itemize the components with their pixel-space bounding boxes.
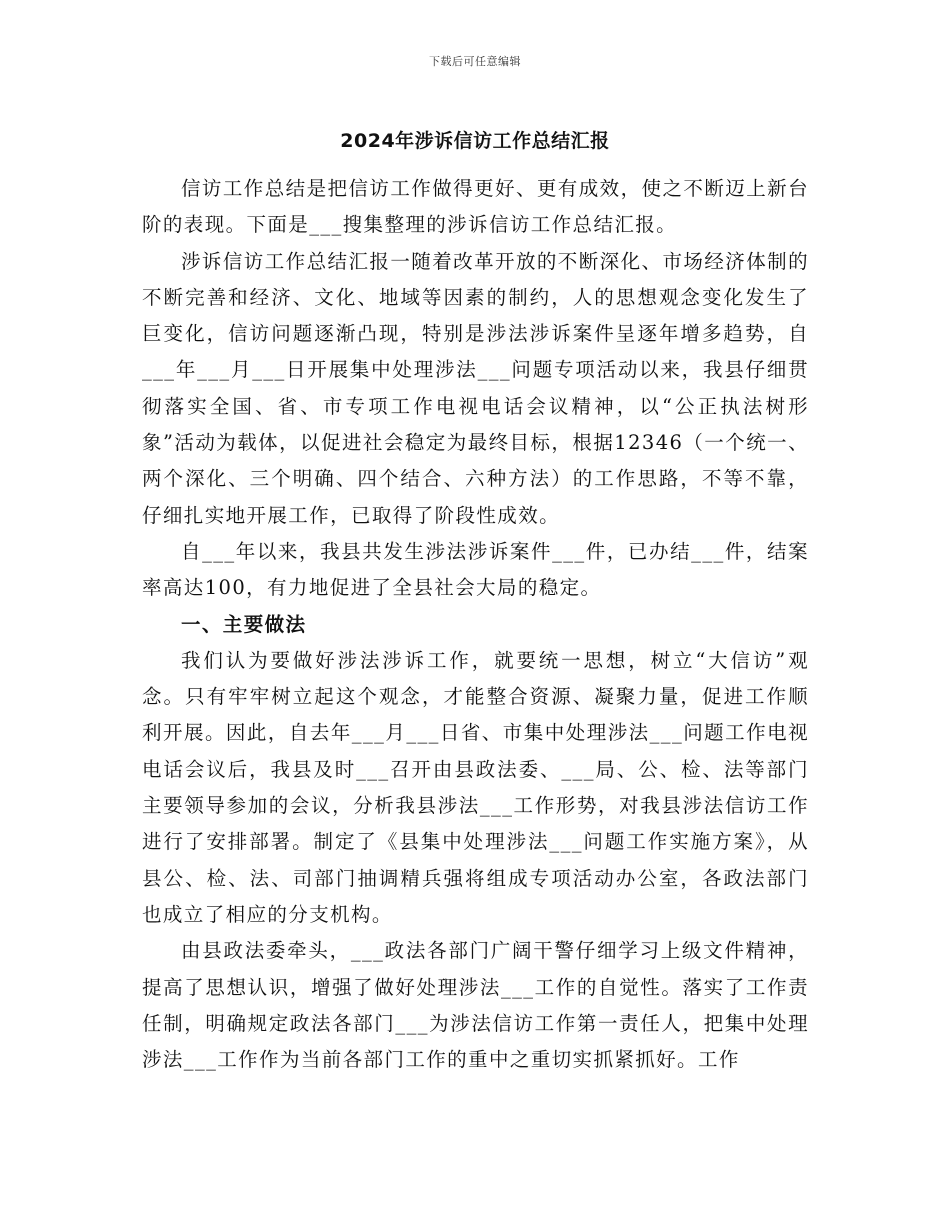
document-body (142, 171, 809, 1078)
paragraph-practice-2: 由县政法委牵头，___政法各部门广阔干警仔细学习上级文件精神，提高了思想认识，增强了做好处理涉法___工作的自觉性。落实了工作责任制，明确规定政法各部门___为涉法信访工作第一责任人，把集中处理涉法___工作作为当前各部门工作的重中之重切实抓紧抓好。工作 (142, 939, 809, 1072)
section-heading-main-practices: 一、主要做法 (181, 612, 307, 636)
header-note: 下载后可任意编辑 (429, 55, 521, 68)
paragraph-statistics: 自___年以来，我县共发生涉法涉诉案件___件，已办结___件，结案率高达100，有力地促进了全县社会大局的稳定。 (142, 539, 809, 600)
paragraph-summary: 涉诉信访工作总结汇报一随着改革开放的不断深化、市场经济体制的不断完善和经济、文化、地域等因素的制约，人的思想观念变化发生了巨变化，信访问题逐渐凸现，特别是涉法涉诉案件呈逐年增多趋势，自___年___月___日开展集中处理涉法___问题专项活动以来，我县仔细贯彻落实全国、省、市专项工作电视电话会议精神，以“公正执法树形象”活动为载体，以促进社会稳定为最终目标，根据12346（一个统一、两个深化、三个明确、四个结合、六种方法）的工作思路，不等不靠，仔细扎实地开展工作，已取得了阶段性成效。 (142, 249, 809, 527)
document-title: 2024年涉诉信访工作总结汇报 (340, 130, 610, 152)
paragraph-practice-1: 我们认为要做好涉法涉诉工作，就要统一思想，树立“大信访”观念。只有牢牢树立起这个观念，才能整合资源、凝聚力量，促进工作顺利开展。因此，自去年___月___日省、市集中处理涉法___问题工作电视电话会议后，我县及时___召开由县政法委、___局、公、检、法等部门主要领导参加的会议，分析我县涉法___工作形势，对我县涉法信访工作进行了安排部署。制定了《县集中处理涉法___问题工作实施方案》，从县公、检、法、司部门抽调精兵强将组成专项活动办公室，各政法部门也成立了相应的分支机构。 (142, 648, 809, 926)
paragraph-intro: 信访工作总结是把信访工作做得更好、更有成效，使之不断迈上新台阶的表现。下面是___搜集整理的涉诉信访工作总结汇报。 (142, 177, 809, 237)
